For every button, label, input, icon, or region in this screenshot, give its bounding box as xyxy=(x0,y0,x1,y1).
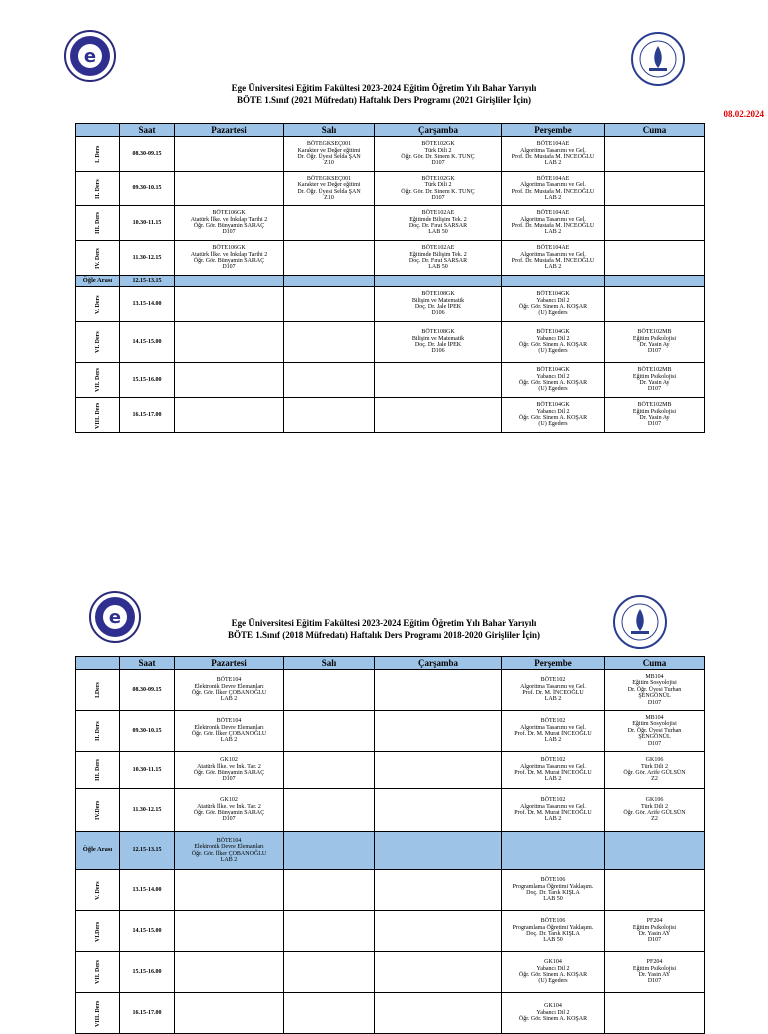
course-cell xyxy=(502,832,605,870)
title-line-2: BÖTE 1.Sınıf (2018 Müfredatı) Haftalık Ders Programı 2018-2020 Girişliler İçin) xyxy=(228,630,540,640)
header-1: Pazartesi xyxy=(175,124,284,137)
period-label: IV.Ders xyxy=(76,789,120,832)
course-cell: MB104 Eğitim Sosyolojisi Dr. Öğr. Üyesi Turhan ŞENGÖNÜL D107 xyxy=(605,711,705,752)
course-cell xyxy=(284,832,375,870)
course-cell: PF204 Eğitim Psikolojisi Dr. Yasin AY D107 xyxy=(605,911,705,952)
header-5: Cuma xyxy=(605,657,705,670)
course-cell xyxy=(175,870,284,911)
course-cell: BÖTE108GK Bilişim ve Matematik Doç. Dr. Jale İPEK D106 xyxy=(375,287,502,322)
period-label: V. Ders xyxy=(76,870,120,911)
period-label: V. Ders xyxy=(76,287,120,322)
time-slot: 15.15-16.00 xyxy=(120,952,175,993)
time-slot: 16.15-17.00 xyxy=(120,398,175,433)
course-cell: BÖTE102GK Türk Dili 2 Öğr. Gör. Dr. Sinem K. TUNÇ D107 xyxy=(375,137,502,172)
header-3: Çarşamba xyxy=(375,657,502,670)
lesson-row xyxy=(76,711,705,752)
course-cell: BÖTEGKSEÇ001 Karakter ve Değer eğitimi Dr. Öğr. Üyesi Selda ŞAN Z10 xyxy=(284,137,375,172)
time-slot: 10.30-11.15 xyxy=(120,206,175,241)
course-cell: BÖTE102MB Eğitim Psikolojisi Dr. Yasin Ay D107 xyxy=(605,322,705,363)
time-slot: 12.15-13.15 xyxy=(120,276,175,287)
header-corner xyxy=(76,657,120,670)
course-cell: BÖTE102AE Eğitimde Bilişim Tek. 2 Doç. Dr. Fırat SARSAR LAB 50 xyxy=(375,206,502,241)
course-cell xyxy=(375,952,502,993)
course-cell: GK102 Atatürk İlke. ve İnk. Tar. 2 Öğr. Gör. Bünyamin SARAÇ D107 xyxy=(175,752,284,789)
lesson-row xyxy=(76,911,705,952)
time-slot: 15.15-16.00 xyxy=(120,363,175,398)
period-label: I. Ders xyxy=(76,137,120,172)
course-cell: MB104 Eğitim Sosyolojisi Dr. Öğr. Üyesi Turhan ŞENGÖNÜL D107 xyxy=(605,670,705,711)
header-3: Çarşamba xyxy=(375,124,502,137)
course-cell xyxy=(605,993,705,1034)
course-cell: GK106 Türk Dili 2 Öğr. Gör. Arife GÜLSÜN Z2 xyxy=(605,789,705,832)
svg-text:e: e xyxy=(83,46,97,67)
course-cell: BÖTE104AE Algoritma Tasarımı ve Gel. Prof. Dr. Mustafa M. İNCEOĞLU LAB 2 xyxy=(502,206,605,241)
course-cell xyxy=(284,711,375,752)
header-row xyxy=(76,657,705,670)
time-slot: 11.30-12.15 xyxy=(120,789,175,832)
course-cell xyxy=(375,832,502,870)
course-cell: BÖTE104AE Algoritma Tasarımı ve Gel. Prof. Dr. Mustafa M. İNCEOĞLU LAB 2 xyxy=(502,137,605,172)
course-cell xyxy=(175,911,284,952)
course-cell: BÖTE102 Algoritma Tasarımı ve Gel. Prof. Dr. M. Murat İNCEOĞLU LAB 2 xyxy=(502,752,605,789)
course-cell: GK104 Yabancı Dil 2 Öğr. Gör. Sinem A. KOŞAR xyxy=(502,993,605,1034)
course-cell: BÖTE104GK Yabancı Dil 2 Öğr. Gör. Sinem A. KOŞAR (U) Egeders xyxy=(502,363,605,398)
header-0: Saat xyxy=(120,657,175,670)
course-cell xyxy=(175,993,284,1034)
period-label: VII. Ders xyxy=(76,363,120,398)
course-cell xyxy=(284,993,375,1034)
period-label: Öğle Arası xyxy=(76,832,120,870)
course-cell: BÖTE102AE Eğitimde Bilişim Tek. 2 Doç. Dr. Fırat SARSAR LAB 50 xyxy=(375,241,502,276)
course-cell: BÖTE102 Algoritma Tasarımı ve Gel. Prof. Dr. M. İNCEOĞLU LAB 2 xyxy=(502,670,605,711)
period-label: VI.Ders xyxy=(76,911,120,952)
time-slot: 13.15-14.00 xyxy=(120,870,175,911)
course-cell xyxy=(375,670,502,711)
course-cell: BÖTE102MB Eğitim Psikolojisi Dr. Yasin Ay D107 xyxy=(605,363,705,398)
time-slot: 09.30-10.15 xyxy=(120,711,175,752)
period-label: Öğle Arası xyxy=(76,276,120,287)
period-label: II. Ders xyxy=(76,711,120,752)
period-label: IV. Ders xyxy=(76,241,120,276)
schedule-table-2 xyxy=(75,656,705,1034)
course-cell: BÖTE102MB Eğitim Psikolojisi Dr. Yasin Ay D107 xyxy=(605,398,705,433)
course-cell: BÖTE106GK Atatürk İlke. ve İnkılap Tarihi 2 Öğr. Gör. Bünyamin SARAÇ D107 xyxy=(175,206,284,241)
course-cell xyxy=(284,752,375,789)
lesson-row xyxy=(76,870,705,911)
course-cell: GK104 Yabancı Dil 2 Öğr. Gör. Sinem A. KOŞAR (U) Egeders xyxy=(502,952,605,993)
course-cell xyxy=(284,670,375,711)
course-cell xyxy=(375,993,502,1034)
course-cell: BÖTE106 Programlama Öğretimi Yaklaşım. Doç. Dr. Tarık KIŞLA LAB 50 xyxy=(502,911,605,952)
lesson-row xyxy=(76,752,705,789)
header-0: Saat xyxy=(120,124,175,137)
time-slot: 16.15-17.00 xyxy=(120,993,175,1034)
title-line-1: Ege Üniversitesi Eğitim Fakültesi 2023-2024 Eğitim Öğretim Yılı Bahar Yarıyılı xyxy=(231,83,537,93)
course-cell: GK102 Atatürk İlke. ve İnk. Tar. 2 Öğr. Gör. Bünyamin SARAÇ D107 xyxy=(175,789,284,832)
course-cell: BÖTE104AE Algoritma Tasarımı ve Gel. Prof. Dr. Mustafa M. İNCEOĞLU LAB 2 xyxy=(502,241,605,276)
course-cell: BÖTE106 Programlama Öğretimi Yaklaşım. Doç. Dr. Tarık KIŞLA LAB 50 xyxy=(502,870,605,911)
course-cell: BÖTE104GK Yabancı Dil 2 Öğr. Gör. Sinem A. KOŞAR (U) Egeders xyxy=(502,287,605,322)
course-cell: BÖTE104AE Algoritma Tasarımı ve Gel. Prof. Dr. Mustafa M. İNCEOĞLU LAB 2 xyxy=(502,172,605,206)
course-cell: BÖTE106GK Atatürk İlke. ve İnkılap Tarihi 2 Öğr. Gör. Bünyamin SARAÇ D107 xyxy=(175,241,284,276)
lesson-row xyxy=(76,789,705,832)
course-cell xyxy=(605,870,705,911)
header-4: Perşembe xyxy=(502,657,605,670)
course-cell xyxy=(375,789,502,832)
course-cell: PF204 Eğitim Psikolojisi Dr. Yasin AY D107 xyxy=(605,952,705,993)
time-slot: 08.30-09.15 xyxy=(120,670,175,711)
lesson-row xyxy=(76,670,705,711)
title-line-2: BÖTE 1.Sınıf (2021 Müfredatı) Haftalık Ders Programı (2021 Girişliler İçin) xyxy=(237,95,531,105)
period-label: VIII. Ders xyxy=(76,398,120,433)
title-line-1: Ege Üniversitesi Eğitim Fakültesi 2023-2024 Eğitim Öğretim Yılı Bahar Yarıyılı xyxy=(231,618,537,628)
course-cell xyxy=(284,952,375,993)
course-cell xyxy=(375,911,502,952)
course-cell: BÖTE104 Elektronik Devre Elemanları Öğr. Gör. İlker ÇOBANOĞLU LAB 2 xyxy=(175,711,284,752)
time-slot: 12.15-13.15 xyxy=(120,832,175,870)
course-cell: BÖTE104 Elektronik Devre Elemanları Öğr. Gör. İlker ÇOBANOĞLU LAB 2 xyxy=(175,670,284,711)
course-cell: BÖTE104GK Yabancı Dil 2 Öğr. Gör. Sinem A. KOŞAR (U) Egeders xyxy=(502,398,605,433)
course-cell xyxy=(375,870,502,911)
time-slot: 14.15-15.00 xyxy=(120,911,175,952)
header-5: Cuma xyxy=(605,124,705,137)
course-cell xyxy=(375,752,502,789)
header-2: Salı xyxy=(284,124,375,137)
period-label: I.Ders xyxy=(76,670,120,711)
course-cell: BÖTE102GK Türk Dili 2 Öğr. Gör. Dr. Sinem K. TUNÇ D107 xyxy=(375,172,502,206)
course-cell: GK106 Türk Dili 2 Öğr. Gör. Arife GÜLSÜN Z2 xyxy=(605,752,705,789)
date-label: 08.02.2024 xyxy=(723,109,764,119)
svg-text:e: e xyxy=(108,607,122,628)
period-label: III. Ders xyxy=(76,206,120,241)
header-1: Pazartesi xyxy=(175,657,284,670)
course-cell: BÖTE102 Algoritma Tasarımı ve Gel. Prof. Dr. M. Murat İNCEOĞLU LAB 2 xyxy=(502,711,605,752)
course-cell xyxy=(605,832,705,870)
lunch-row xyxy=(76,832,705,870)
course-cell xyxy=(375,711,502,752)
course-cell xyxy=(284,789,375,832)
time-slot: 11.30-12.15 xyxy=(120,241,175,276)
time-slot: 08.30-09.15 xyxy=(120,137,175,172)
header-2: Salı xyxy=(284,657,375,670)
course-cell xyxy=(175,952,284,993)
time-slot: 09.30-10.15 xyxy=(120,172,175,206)
lesson-row xyxy=(76,952,705,993)
lesson-row xyxy=(76,993,705,1034)
course-cell: BÖTE104 Elektronik Devre Elemanları Öğr. Gör. İlker ÇOBANOĞLU LAB 2 xyxy=(175,832,284,870)
period-label: VI. Ders xyxy=(76,322,120,363)
period-label: III. Ders xyxy=(76,752,120,789)
time-slot: 14.15-15.00 xyxy=(120,322,175,363)
course-cell xyxy=(284,911,375,952)
period-label: VII. Ders xyxy=(76,952,120,993)
course-cell: BÖTE102 Algoritma Tasarımı ve Gel. Prof. Dr. M. Murat İNCEOĞLU LAB 2 xyxy=(502,789,605,832)
course-cell: BÖTE108GK Bilişim ve Matematik Doç. Dr. Jale İPEK D106 xyxy=(375,322,502,363)
period-label: VIII. Ders xyxy=(76,993,120,1034)
course-cell: BÖTEGKSEÇ001 Karakter ve Değer eğitimi Dr. Öğr. Üyesi Selda ŞAN Z10 xyxy=(284,172,375,206)
course-cell: BÖTE104GK Yabancı Dil 2 Öğr. Gör. Sinem A. KOŞAR (U) Egeders xyxy=(502,322,605,363)
time-slot: 13.15-14.00 xyxy=(120,287,175,322)
course-cell xyxy=(284,870,375,911)
header-4: Perşembe xyxy=(502,124,605,137)
time-slot: 10.30-11.15 xyxy=(120,752,175,789)
period-label: II. Ders xyxy=(76,172,120,206)
